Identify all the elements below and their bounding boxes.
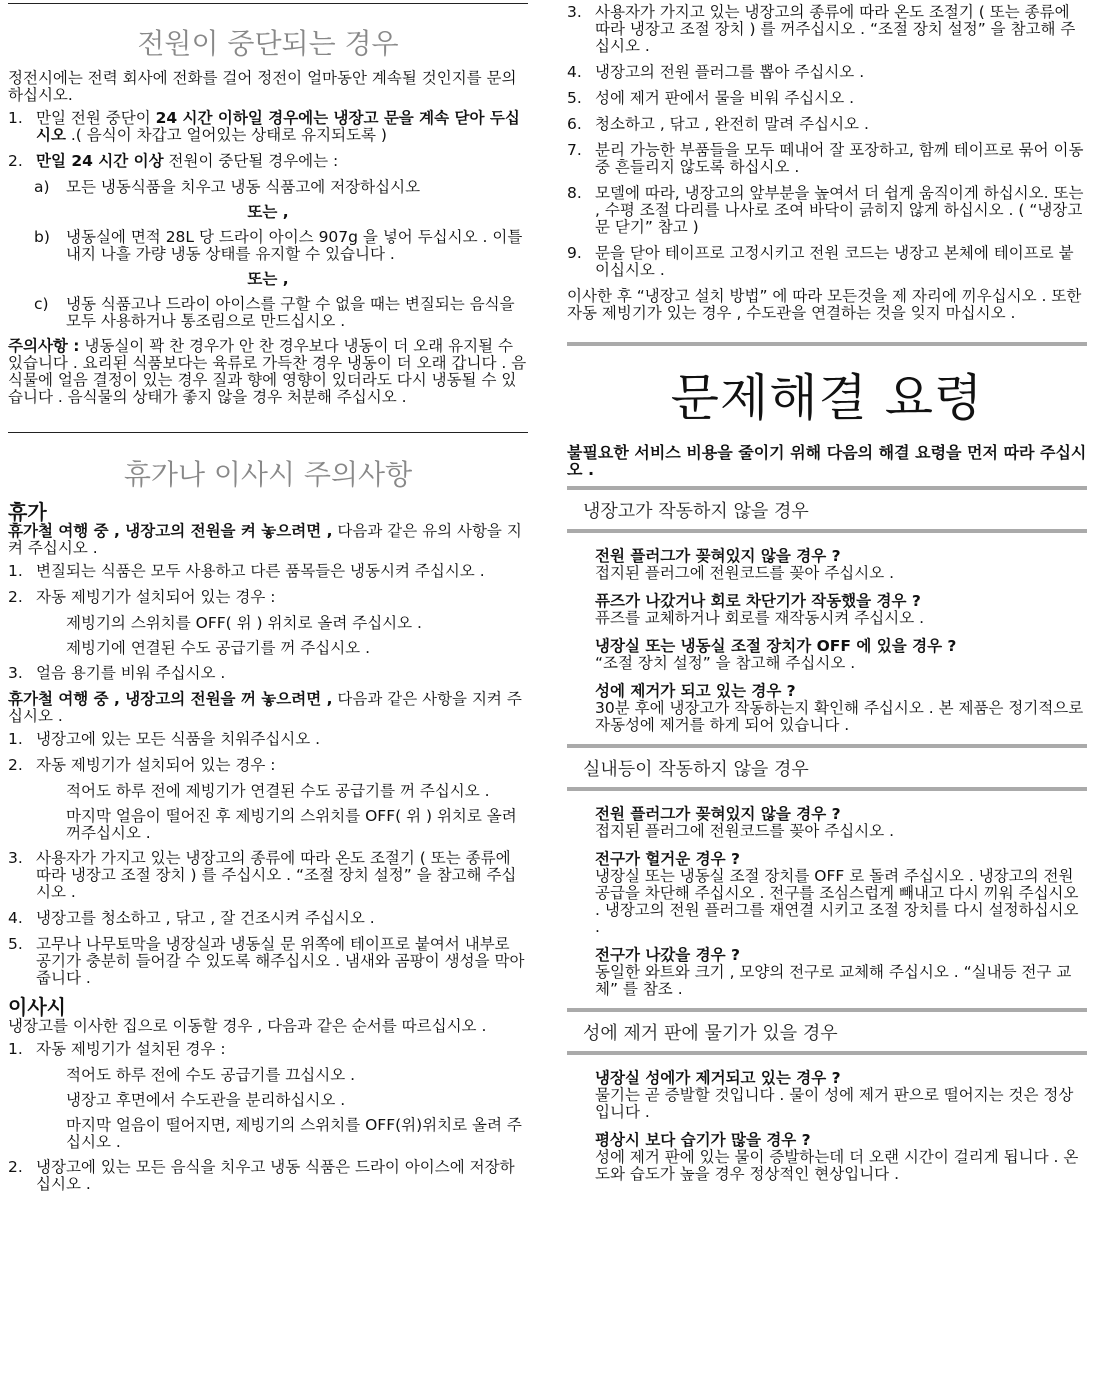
left-column	[8, 0, 528, 1202]
sub-item: b) 냉동실에 면적 28L 당 드라이 아이스 907g 을 넣어 두십시오 . 이틀 내지 나흘 가량 냉동 상태를 유지할 수 있습니다 .	[34, 228, 523, 263]
list-item: 4. 냉장고의 전원 플러그를 뽑아 주십시오 .	[567, 63, 865, 81]
indented-step: 적어도 하루 전에 수도 공급기를 끄십시오 .	[66, 1066, 356, 1084]
vacation-heading: 휴가	[8, 500, 47, 524]
divider	[8, 3, 528, 4]
qa-item: 냉장실 성에가 제거되고 있는 경우 ? 물기는 곧 증발할 것입니다 . 물이 성에 제거 판으로 떨어지는 것은 정상입니다 .	[595, 1069, 1074, 1121]
list-item: 8. 모델에 따라, 냉장고의 앞부분을 높여서 더 쉽게 움직이게 하십시오. 또는 , 수평 조절 다리를 나사로 조여 바닥이 긁히지 않게 하십시오 . ( “냉장고 문 닫기” 참고 )	[567, 184, 1084, 236]
list-item: 1. 변질되는 식품은 모두 사용하고 다른 품목들은 냉동시켜 주십시오 .	[8, 562, 485, 580]
list-item: 6. 청소하고 , 닦고 , 완전히 말려 주십시오 .	[567, 115, 869, 133]
list-item: 5. 고무나 나무토막을 냉장실과 냉동실 문 위쪽에 테이프로 붙여서 내부로 공기가 충분히 들어갈 수 있도록 해주십시오 . 냄새와 곰팡이 생성을 막아줍니다 .	[8, 935, 525, 987]
indented-step: 제빙기에 연결된 수도 공급기를 꺼 주십시오 .	[66, 639, 371, 657]
indented-step: 적어도 하루 전에 제빙기가 연결된 수도 공급기를 꺼 주십시오 .	[66, 782, 490, 800]
list-item: 9. 문을 닫아 테이프로 고정시키고 전원 코드는 냉장고 본체에 테이프로 붙이십시오 .	[567, 244, 1074, 279]
list-item: 2. 냉장고에 있는 모든 음식을 치우고 냉동 식품은 드라이 아이스에 저장하십시오 .	[8, 1158, 515, 1193]
sub-item: a) 모든 냉동식품을 치우고 냉동 식품고에 저장하십시오	[34, 178, 421, 196]
or-label: 또는 ,	[247, 270, 289, 288]
power-outage-title: 전원이 중단되는 경우	[137, 27, 399, 60]
vacation-moving-title: 휴가나 이사시 주의사항	[123, 458, 413, 491]
section-water-on-defrost-pan: 성에 제거 판에 물기가 있을 경우	[567, 1008, 1087, 1055]
list-item: 2. 자동 제빙기가 설치되어 있는 경우 :	[8, 756, 276, 774]
list-item: 3. 사용자가 가지고 있는 냉장고의 종류에 따라 온도 조절기 ( 또는 종류에 따라 냉장고 조절 장치 ) 를 꺼주십시오 . “조절 장치 설정” 을 참고해 주십시오 .	[567, 3, 1076, 55]
list-item: 5. 성에 제거 판에서 물을 비워 주십시오 .	[567, 89, 855, 107]
list-item: 7. 분리 가능한 부품들을 모두 떼내어 잘 포장하고, 함께 테이프로 묶어 이동중 흔들리지 않도록 하십시오 .	[567, 141, 1084, 176]
moving-intro: 냉장고를 이사한 집으로 이동할 경우 , 다음과 같은 순서를 따르십시오 .	[8, 1017, 487, 1035]
qa-item: 성에 제거가 되고 있는 경우 ? 30분 후에 냉장고가 작동하는지 확인해 주십시오 . 본 제품은 정기적으로 자동성에 제거를 하게 되어 있습니다 .	[595, 682, 1084, 734]
section-not-operating: 냉장고가 작동하지 않을 경우	[567, 486, 1087, 533]
vacation-off-intro: 휴가철 여행 중 , 냉장고의 전원을 꺼 놓으려면 , 다음과 같은 사항을 지켜 주십시오 .	[8, 690, 522, 725]
list-item: 3. 얼음 용기를 비워 주십시오 .	[8, 664, 226, 682]
indented-step: 마지막 얼음이 떨어진 후 제빙기의 스위치를 OFF( 위 ) 위치로 올려 꺼주십시오 .	[66, 807, 517, 842]
moving-heading: 이사시	[8, 995, 66, 1019]
troubleshooting-intro: 불필요한 서비스 비용을 줄이기 위해 다음의 해결 요령을 먼저 따라 주십시오 .	[567, 443, 1087, 479]
caution-note: 주의사항 : 냉동실이 꽉 찬 경우가 안 찬 경우보다 냉동이 더 오래 유지될 수 있습니다 . 요리된 식품보다는 육류로 가득찬 경우 냉동이 더 오래 갑니다 . 음식물에 얼음 결정이 있는 경우 질과 향에 영향이 있더라도 다시 냉동될 수 있습니다 . 음식물의 상태가 좋지 않을 경우 처분해 주십시오 .	[8, 337, 527, 406]
qa-item: 퓨즈가 나갔거나 회로 차단기가 작동했을 경우 ? 퓨즈를 교체하거나 회로를 재작동시켜 주십시오 .	[595, 592, 925, 627]
qa-item: 전원 플러그가 꽂혀있지 않을 경우 ? 접지된 플러그에 전원코드를 꽂아 주십시오 .	[595, 805, 895, 840]
sub-item: c) 냉동 식품고나 드라이 아이스를 구할 수 없을 때는 변질되는 음식을 모두 사용하거나 통조림으로 만드십시오 .	[34, 295, 515, 330]
qa-item: 평상시 보다 습기가 많을 경우 ? 성에 제거 판에 있는 물이 증발하는데 더 오랜 시간이 걸리게 됩니다 . 온도와 습도가 높을 경우 정상적인 현상입니다 .	[595, 1131, 1079, 1183]
after-moving-note: 이사한 후 “냉장고 설치 방법” 에 따라 모든것을 제 자리에 끼우십시오 . 또한 자동 제빙기가 있는 경우 , 수도관을 연결하는 것을 잊지 마십시오 .	[567, 287, 1082, 322]
qa-item: 냉장실 또는 냉동실 조절 장치가 OFF 에 있을 경우 ? “조절 장치 설정” 을 참고해 주십시오 .	[595, 637, 957, 672]
section-light-not-working: 실내등이 작동하지 않을 경우	[567, 744, 1087, 791]
troubleshooting-title: 문제해결 요령	[670, 369, 984, 427]
power-intro: 정전시에는 전력 회사에 전화를 걸어 정전이 얼마동안 계속될 것인지를 문의 하십시오.	[8, 69, 517, 104]
list-item: 1. 냉장고에 있는 모든 식품을 치워주십시오 .	[8, 730, 321, 748]
qa-item: 전구가 나갔을 경우 ? 동일한 와트와 크기 , 모양의 전구로 교체해 주십시오 . “실내등 전구 교체” 를 참조 .	[595, 946, 1072, 998]
indented-step: 냉장고 후면에서 수도관을 분리하십시오 .	[66, 1091, 346, 1109]
list-item: 2. 자동 제빙기가 설치되어 있는 경우 :	[8, 588, 276, 606]
qa-item: 전구가 헐거운 경우 ? 냉장실 또는 냉동실 조절 장치를 OFF 로 돌려 주십시오 . 냉장고의 전원 공급을 차단해 주십시오 . 전구를 조심스럽게 빼내고 다시 끼워 주십시오 . 냉장고의 전원 플러그를 재연결 시키고 조절 장치를 다시 설정하십시오 .	[595, 850, 1079, 936]
or-label: 또는 ,	[247, 203, 289, 221]
list-item: 1. 자동 제빙기가 설치된 경우 :	[8, 1040, 226, 1058]
list-item: 1. 만일 전원 중단이 24 시간 이하일 경우에는 냉장고 문을 계속 닫아 두십시오 .( 음식이 차갑고 얼어있는 상태로 유지되도록 )	[8, 109, 520, 144]
divider	[8, 432, 528, 433]
divider	[567, 342, 1087, 346]
vacation-on-intro: 휴가철 여행 중 , 냉장고의 전원을 켜 놓으려면 , 다음과 같은 유의 사항을 지켜 주십시오 .	[8, 522, 522, 557]
list-item: 2. 만일 24 시간 이상 전원이 중단될 경우에는 :	[8, 152, 339, 170]
qa-item: 전원 플러그가 꽂혀있지 않을 경우 ? 접지된 플러그에 전원코드를 꽂아 주십시오 .	[595, 547, 895, 582]
indented-step: 제빙기의 스위치를 OFF( 위 ) 위치로 올려 주십시오 .	[66, 614, 422, 632]
indented-step: 마지막 얼음이 떨어지면, 제빙기의 스위치를 OFF(위)위치로 올려 주십시오 .	[66, 1116, 522, 1151]
right-column	[567, 0, 1087, 1193]
list-item: 3. 사용자가 가지고 있는 냉장고의 종류에 따라 온도 조절기 ( 또는 종류에 따라 냉장고 조절 장치 ) 를 주십시오 . “조절 장치 설정” 을 참고해 주십시오 .	[8, 849, 517, 901]
list-item: 4. 냉장고를 청소하고 , 닦고 , 잘 건조시켜 주십시오 .	[8, 909, 375, 927]
